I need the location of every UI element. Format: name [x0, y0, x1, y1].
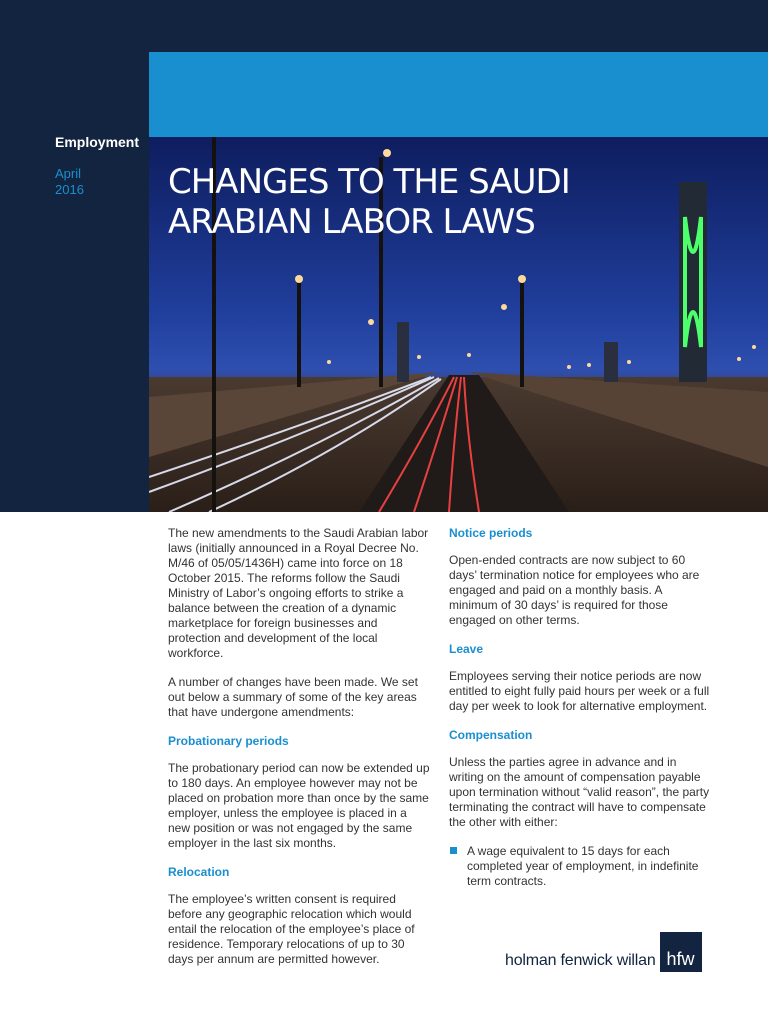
- relocation-heading: Relocation: [168, 865, 230, 879]
- summary-paragraph: A number of changes have been made. We set out below a summary of some of the key areas that have undergone amendments:: [168, 675, 418, 719]
- list-item: A wage equivalent to 15 days for each completed year of employment, in indefinite term contracts.: [449, 844, 711, 889]
- relocation-paragraph: The employee’s written consent is required before any geographic relocation which would entail the relocation of the employee’s place of residence. Temporary relocations of up to 30 days per annum are permitted however.: [168, 892, 415, 966]
- leave-heading: Leave: [449, 642, 484, 656]
- compensation-heading: Compensation: [449, 728, 533, 742]
- title-line-2: ARABIAN LABOR LAWS: [168, 202, 535, 242]
- publication-date: [55, 166, 84, 198]
- probation-paragraph: The probationary period can now be extended up to 180 days. An employee however may not be placed on probation more than once by the same employer, unless the employee is placed in a new position or was not engaged by the same employer in the last six months.: [168, 761, 430, 850]
- page-title: [168, 162, 608, 242]
- compensation-paragraph: Unless the parties agree in advance and in writing on the amount of compensation payable upon termination without “valid reason”, the party terminating the contract will have to compensate the other with either:: [449, 755, 710, 829]
- category-label: Employment: [55, 134, 140, 150]
- left-column: [168, 526, 430, 981]
- logo-mark: hfw: [660, 932, 702, 972]
- leave-paragraph: Employees serving their notice periods are now entitled to eight fully paid hours per week or a full day per week to look for alternative employment.: [449, 669, 710, 713]
- notice-paragraph: Open-ended contracts are now subject to 60 days’ termination notice for employees who are engaged and paid on a monthly basis. A minimum of 30 days’ is required for those engaged on other terms.: [449, 553, 700, 627]
- intro-paragraph: The new amendments to the Saudi Arabian labor laws (initially announced in a Royal Decree No. M/46 of 05/05/1436H) came into force on 18 October 2015. The reforms follow the Saudi Ministry of Labor’s ongoing efforts to strike a balance between the creation of a dynamic marketplace for foreign businesses and protection and development of the local workforce.: [168, 526, 429, 660]
- logo-name: holman fenwick willan: [505, 952, 656, 969]
- probation-heading: Probationary periods: [168, 734, 289, 748]
- right-column: [449, 526, 711, 889]
- publication-year: 2016: [55, 182, 84, 197]
- compensation-list: [449, 844, 711, 889]
- accent-bar: [149, 52, 768, 137]
- title-line-1: CHANGES TO THE SAUDI: [168, 162, 570, 202]
- notice-heading: Notice periods: [449, 526, 533, 540]
- publication-month: April: [55, 166, 82, 181]
- hfw-logo: [505, 932, 702, 972]
